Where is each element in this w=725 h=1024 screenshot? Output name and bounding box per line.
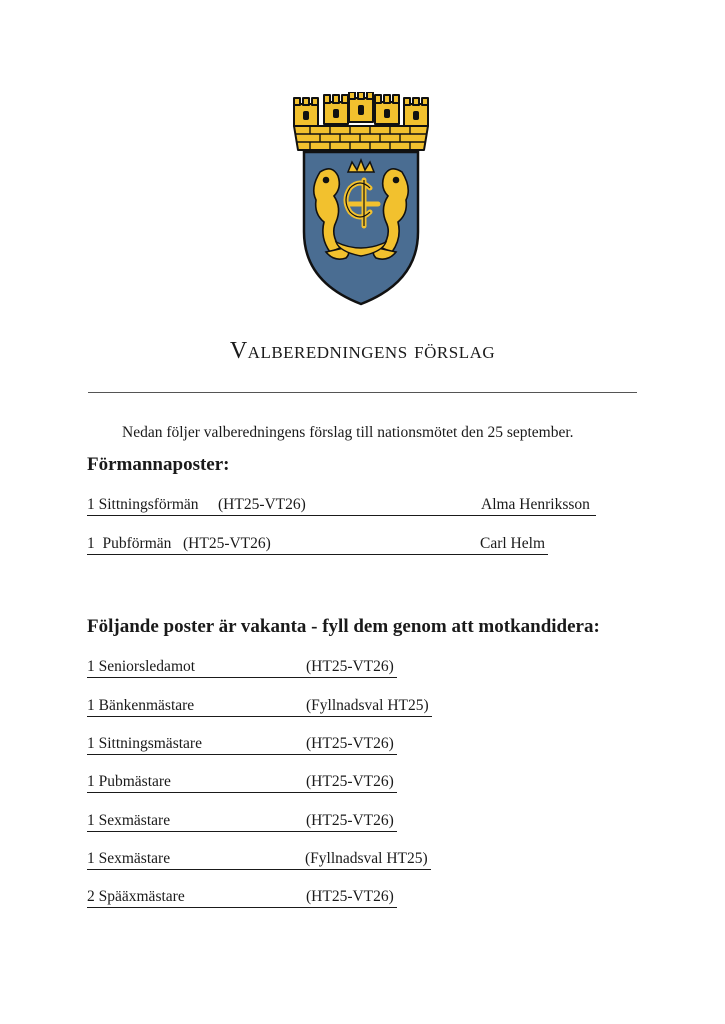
nominee-name: Alma Henriksson — [481, 496, 590, 513]
coat-of-arms-icon — [290, 92, 432, 306]
list-item — [87, 772, 397, 793]
title-divider — [88, 392, 637, 393]
list-item — [87, 887, 397, 908]
list-item — [87, 696, 432, 717]
term-label: (Fyllnadsval HT25) — [305, 850, 428, 867]
role-label: 1 Seniorsledamot — [87, 658, 196, 675]
document-title: Valberedningens förslag — [229, 338, 496, 364]
term-label: (HT25-VT26) — [306, 888, 394, 905]
role-label: 1 Sittningsförmän — [87, 496, 199, 513]
role-label: 2 Spääxmästare — [87, 888, 185, 905]
role-label: 1 Sexmästare — [87, 850, 171, 867]
role-label: 1 Sittningsmästare — [87, 735, 202, 752]
role-label: 1 Bänkenmästare — [87, 697, 195, 714]
term-label: (HT25-VT26) — [306, 773, 394, 790]
intro-paragraph: Nedan följer valberedningens förslag till nationsmötet den 25 september. — [122, 424, 574, 441]
term-label: (HT25-VT26) — [218, 496, 306, 513]
list-item — [87, 495, 596, 516]
nominee-name: Carl Helm — [480, 535, 545, 552]
term-label: (HT25-VT26) — [183, 535, 271, 552]
term-label: (Fyllnadsval HT25) — [306, 697, 429, 714]
term-label: (HT25-VT26) — [306, 812, 394, 829]
term-label: (HT25-VT26) — [306, 658, 394, 675]
term-label: (HT25-VT26) — [306, 735, 394, 752]
list-item — [87, 849, 431, 870]
list-item — [87, 534, 548, 555]
role-label: 1 Pubförmän — [87, 535, 172, 552]
role-label: 1 Sexmästare — [87, 812, 171, 829]
list-item — [87, 811, 397, 832]
list-item — [87, 657, 397, 678]
list-item — [87, 734, 397, 755]
role-label: 1 Pubmästare — [87, 773, 171, 790]
section-heading-vacant: Följande poster är vakanta - fyll dem genom att motkandidera: — [87, 616, 600, 637]
section-heading-formannaposter: Förmannaposter: — [87, 454, 230, 475]
